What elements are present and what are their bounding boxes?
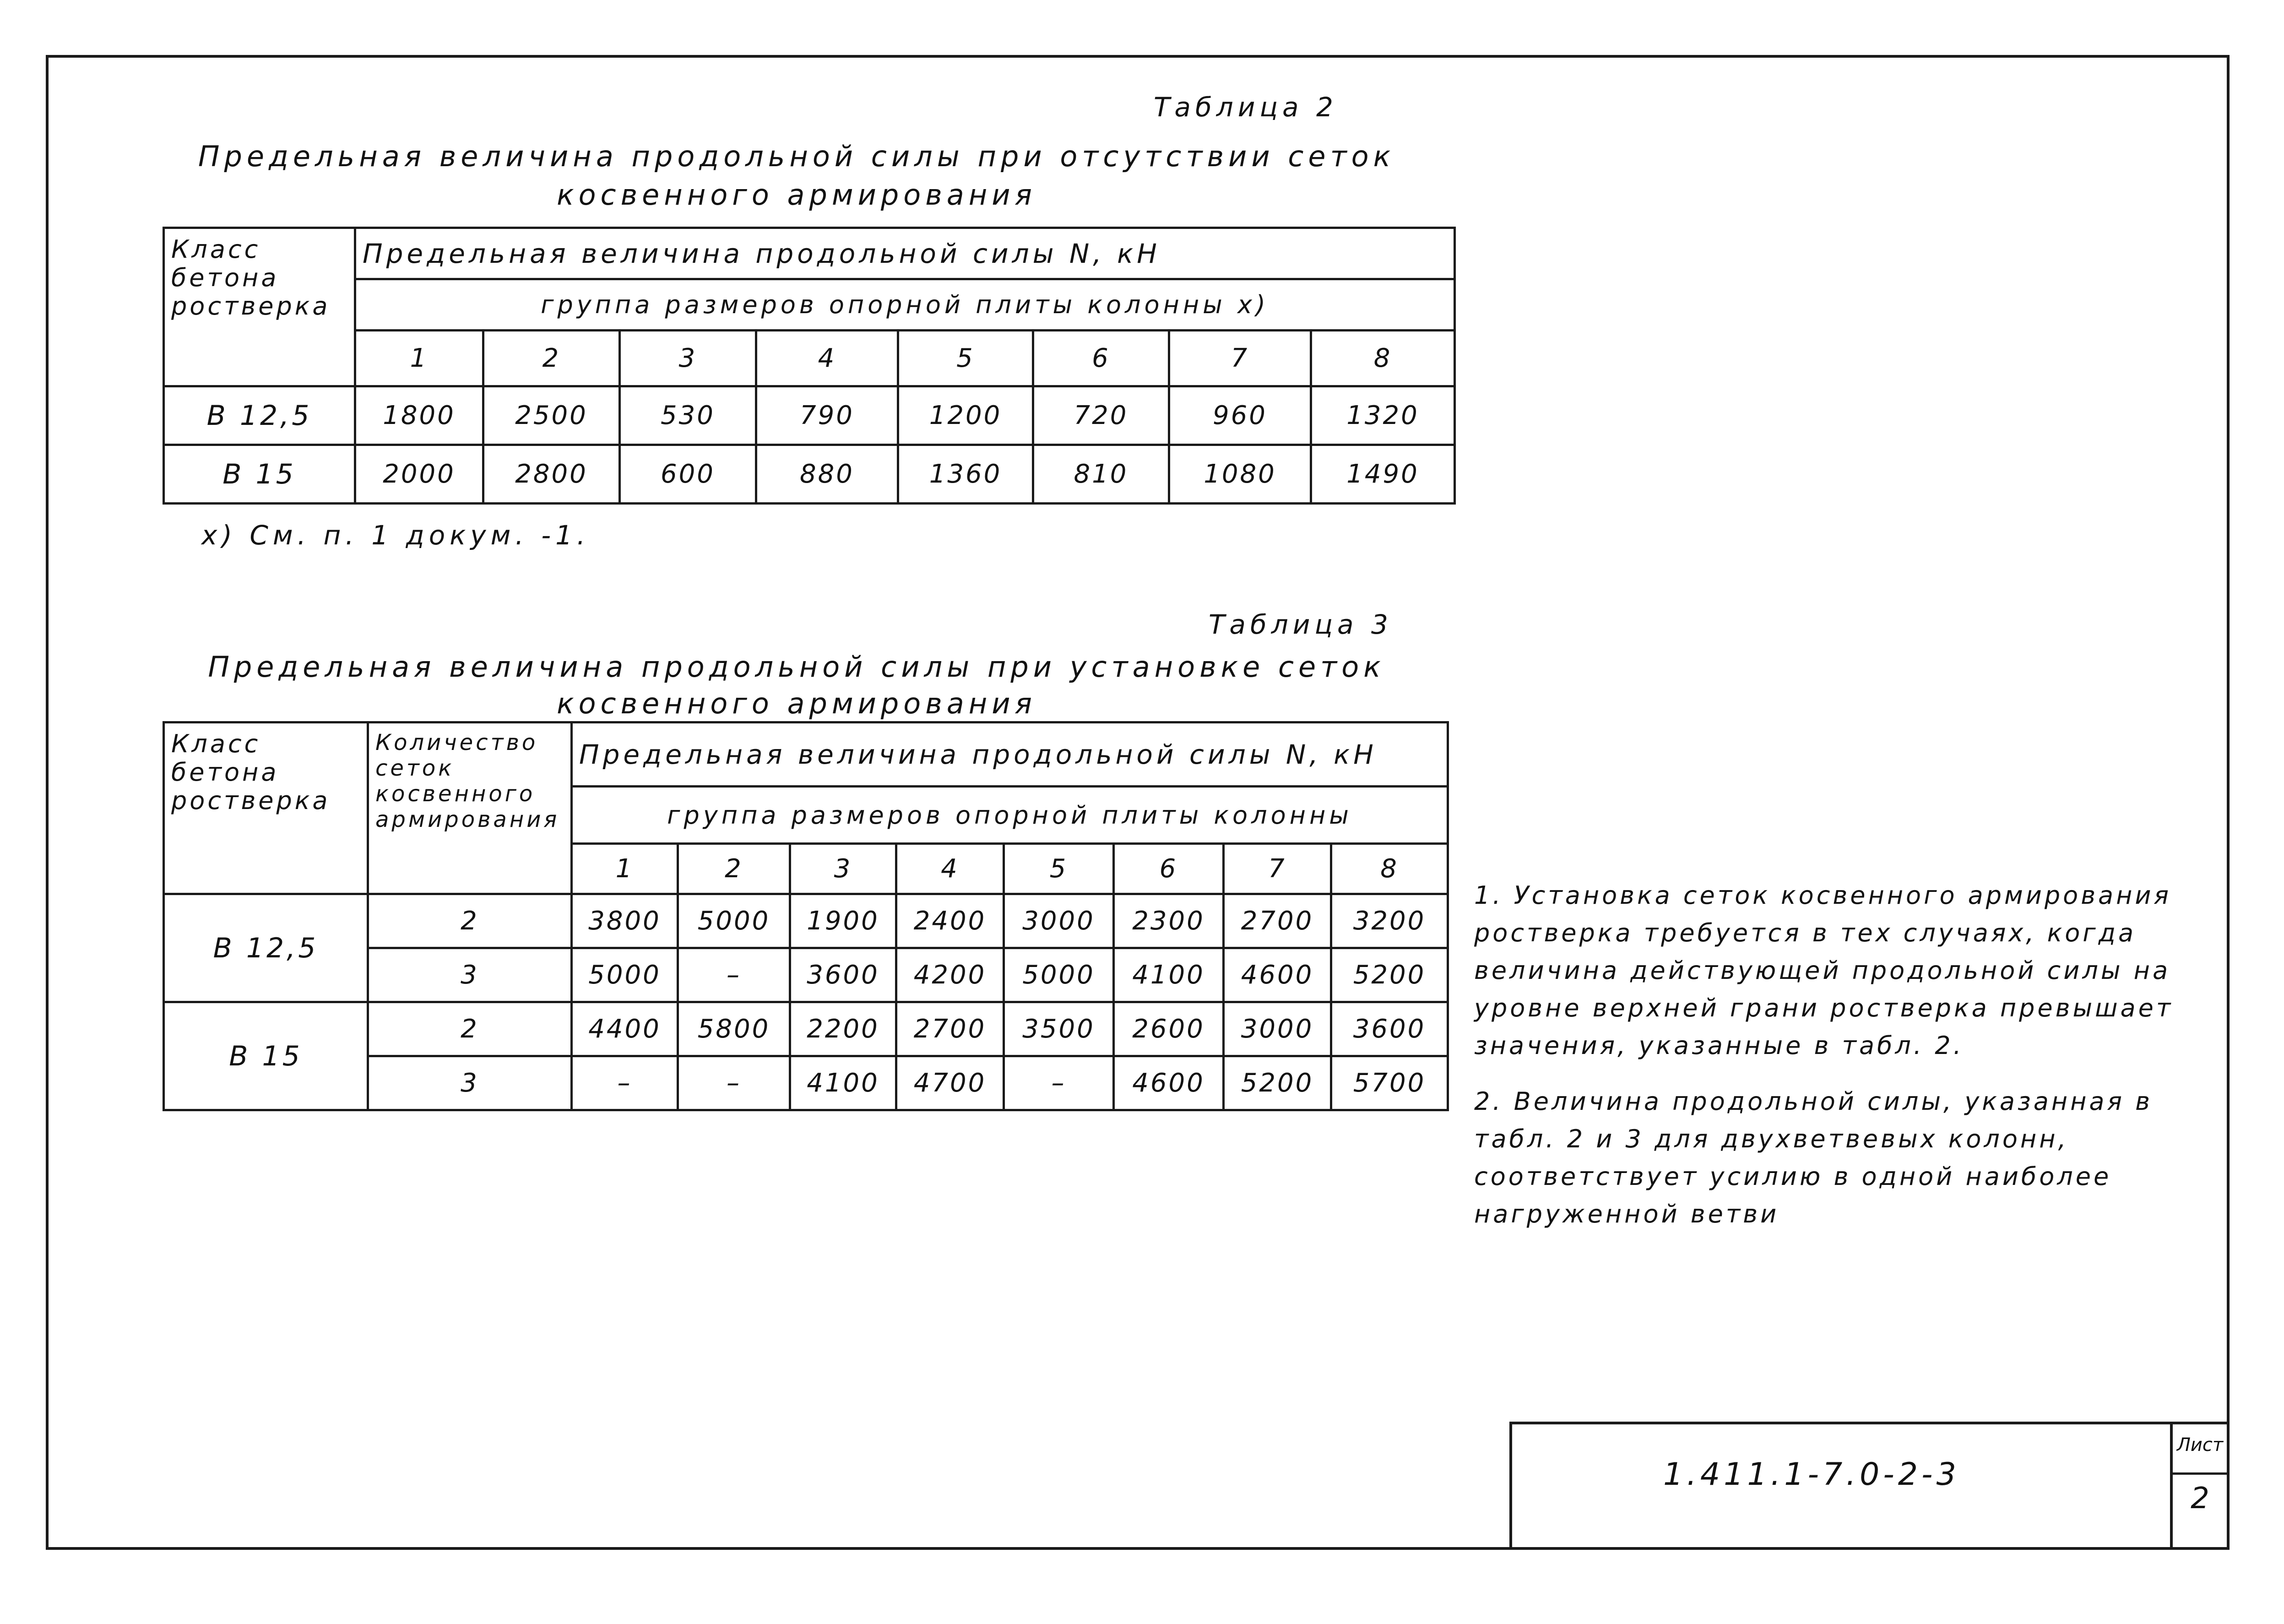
table-row (164, 1002, 1448, 1056)
note-1: 1. Установка сеток косвенного армирования ростверка требуется в тех случаях, когда величина действующей продольной силы на уровне верхней грани ростверка превышает значения, указанные в табл. 2. (1474, 881, 2174, 1060)
table3-group-5: 5 (1004, 844, 1114, 894)
table2-cell: 1200 (898, 386, 1033, 445)
table2-cell: 530 (620, 386, 756, 445)
table2-force-header: Предельная величина продольной силы N, кН (355, 228, 1455, 279)
table3-class-header: Класс бетона ростверка (164, 722, 368, 894)
table3-cell: 5700 (1331, 1056, 1448, 1110)
table2-group-5: 5 (898, 331, 1033, 386)
table2-cell: 1800 (355, 386, 483, 445)
table3-cell: 5800 (678, 1002, 790, 1056)
table3-group-2: 2 (678, 844, 790, 894)
table3-cell: 3600 (1331, 1002, 1448, 1056)
table3-block-class: В 15 (164, 1002, 368, 1110)
table3-caption: Таблица 3 (1209, 609, 1393, 640)
table-row (164, 386, 1455, 445)
table3-cell: 2700 (896, 1002, 1004, 1056)
table2-cell: 1490 (1311, 445, 1455, 504)
table3-group-7: 7 (1224, 844, 1331, 894)
table3-cell: 4100 (1114, 948, 1224, 1002)
table3-group-3: 3 (790, 844, 896, 894)
table2-title-line1: Предельная величина продольной силы при отсутствии сеток (198, 140, 1395, 173)
table2-group-header: группа размеров опорной плиты колонны х) (355, 279, 1455, 331)
table2-title-line2: косвенного армирования (557, 178, 1036, 212)
table3-cell: 4200 (896, 948, 1004, 1002)
sheet-number: 2 (2191, 1482, 2209, 1515)
table2-row-class: В 12,5 (164, 386, 355, 445)
document-code: 1.411.1-7.0-2-3 (1663, 1456, 1960, 1493)
table2-cell: 1080 (1169, 445, 1311, 504)
table2-cell: 880 (756, 445, 898, 504)
table3-cell: – (572, 1056, 678, 1110)
table2-group-7: 7 (1169, 331, 1311, 386)
table3-group-1: 1 (572, 844, 678, 894)
table3-cell: 5200 (1331, 948, 1448, 1002)
table3-cell: – (1004, 1056, 1114, 1110)
notes (1474, 877, 2211, 1251)
table3-count: 3 (368, 948, 572, 1002)
table2-cell: 790 (756, 386, 898, 445)
table3-cell: 5000 (1004, 948, 1114, 1002)
table-row (164, 445, 1455, 504)
table2-cell: 960 (1169, 386, 1311, 445)
table3-cell: 2300 (1114, 894, 1224, 948)
table3-cell: – (678, 1056, 790, 1110)
table2-cell: 2000 (355, 445, 483, 504)
table3-title-line2: косвенного армирования (557, 687, 1036, 720)
table3-cell: 3500 (1004, 1002, 1114, 1056)
table2-cell: 2500 (483, 386, 620, 445)
table3-cell: 3800 (572, 894, 678, 948)
table2-group-6: 6 (1033, 331, 1169, 386)
note-2: 2. Величина продольной силы, указанная в табл. 2 и 3 для двухветвевых колонн, соответствует усилию в одной наиболее нагруженной ветви (1474, 1087, 2153, 1228)
table3-cell: 2600 (1114, 1002, 1224, 1056)
table2-class-header: Класс бетона ростверка (164, 228, 355, 386)
table2-group-2: 2 (483, 331, 620, 386)
table3-group-header: группа размеров опорной плиты колонны (572, 787, 1448, 844)
table2-cell: 2800 (483, 445, 620, 504)
table2-cell: 600 (620, 445, 756, 504)
table3-title-line1: Предельная величина продольной силы при установке сеток (208, 650, 1385, 684)
table3-cell: 2400 (896, 894, 1004, 948)
table3-cell: 5200 (1224, 1056, 1331, 1110)
title-block (1509, 1422, 2227, 1548)
table3 (163, 721, 1449, 1111)
table2-footnote: х) См. п. 1 докум. -1. (201, 520, 590, 551)
table2-group-4: 4 (756, 331, 898, 386)
table3-cell: 2200 (790, 1002, 896, 1056)
sheet-label: Лист (2173, 1424, 2227, 1475)
table3-count-header: Количество сеток косвенного армирования (368, 722, 572, 894)
table2-cell: 810 (1033, 445, 1169, 504)
table3-cell: 3000 (1004, 894, 1114, 948)
table2-cell: 1360 (898, 445, 1033, 504)
table3-count: 3 (368, 1056, 572, 1110)
table2-row-class: В 15 (164, 445, 355, 504)
table2-cell: 720 (1033, 386, 1169, 445)
table3-count: 2 (368, 1002, 572, 1056)
table3-cell: 4100 (790, 1056, 896, 1110)
table3-cell: 3600 (790, 948, 896, 1002)
table3-cell: 4600 (1224, 948, 1331, 1002)
table2-cell: 1320 (1311, 386, 1455, 445)
table3-block-class: В 12,5 (164, 894, 368, 1002)
table3-cell: 4600 (1114, 1056, 1224, 1110)
table2-group-3: 3 (620, 331, 756, 386)
table3-group-6: 6 (1114, 844, 1224, 894)
table3-group-4: 4 (896, 844, 1004, 894)
table3-force-header: Предельная величина продольной силы N, кН (572, 722, 1448, 787)
table3-cell: 4400 (572, 1002, 678, 1056)
sheet-box (2170, 1424, 2227, 1548)
table3-cell: 1900 (790, 894, 896, 948)
table2-group-8: 8 (1311, 331, 1455, 386)
table3-cell: 2700 (1224, 894, 1331, 948)
table3-cell: – (678, 948, 790, 1002)
table3-count: 2 (368, 894, 572, 948)
table3-cell: 5000 (678, 894, 790, 948)
table3-cell: 3000 (1224, 1002, 1331, 1056)
table2 (163, 227, 1456, 505)
table3-cell: 5000 (572, 948, 678, 1002)
table3-group-8: 8 (1331, 844, 1448, 894)
table3-cell: 3200 (1331, 894, 1448, 948)
table2-group-1: 1 (355, 331, 483, 386)
table2-caption: Таблица 2 (1154, 92, 1338, 123)
table-row (164, 894, 1448, 948)
table3-cell: 4700 (896, 1056, 1004, 1110)
